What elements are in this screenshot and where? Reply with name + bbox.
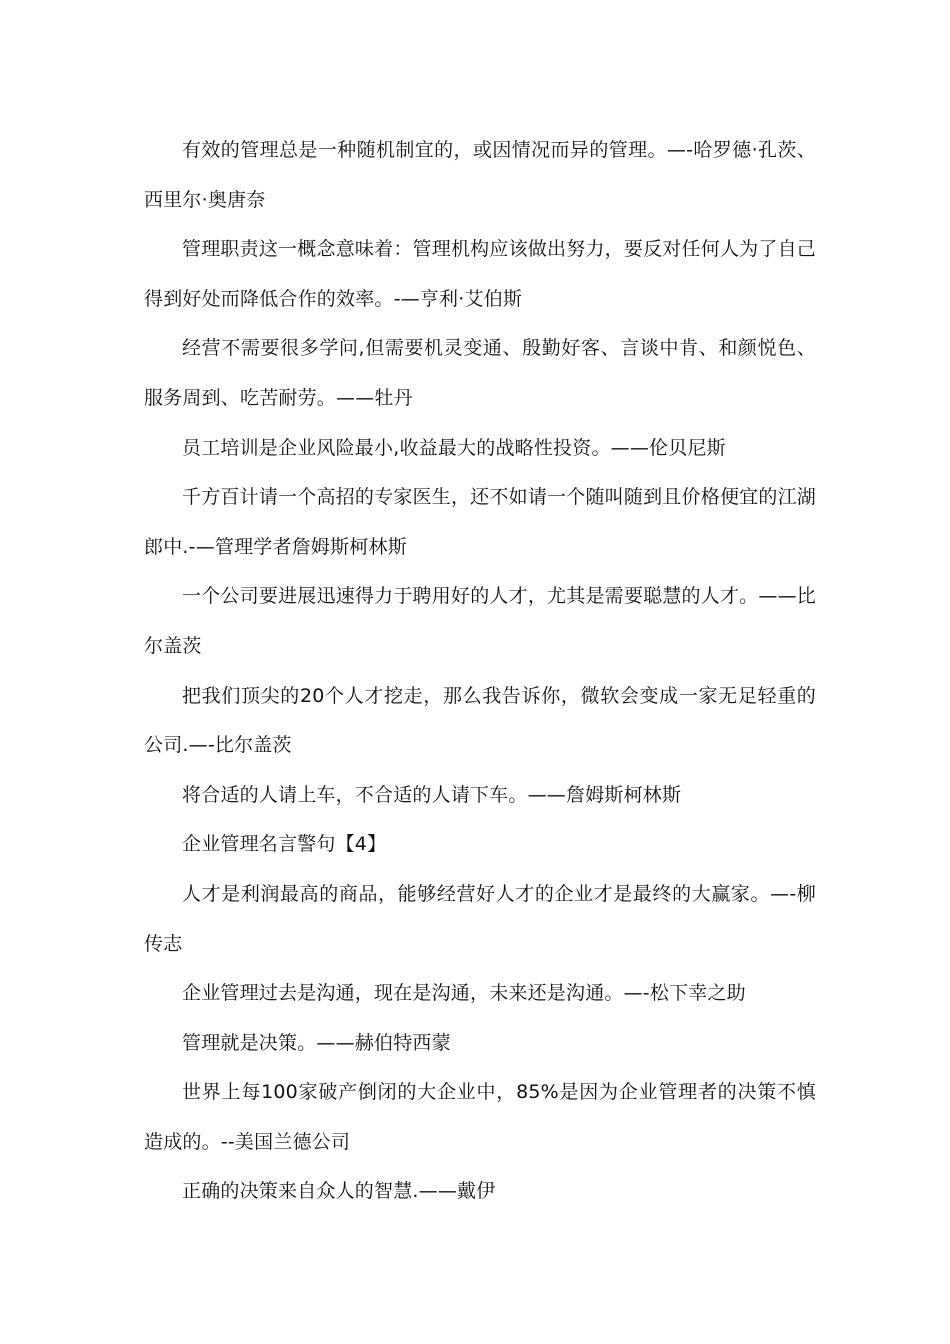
quote-paragraph: 有效的管理总是一种随机制宜的，或因情况而异的管理。—-哈罗德·孔茨、西里尔·奥唐奈 [144,139,816,211]
quote-paragraph: 千方百计请一个高招的专家医生，还不如请一个随叫随到且价格便宜的江湖郎中.-—管理学者詹姆斯柯林斯 [144,486,816,558]
quote-paragraph: 管理职责这一概念意味着：管理机构应该做出努力，要反对任何人为了自己得到好处而降低合作的效率。-—亨利·艾伯斯 [144,238,816,310]
quote-paragraph: 把我们顶尖的20个人才挖走，那么我告诉你，微软会变成一家无足轻重的公司.—-比尔盖茨 [144,684,816,757]
section-heading: 企业管理名言警句【4】 [182,833,387,856]
document-body [144,126,816,1217]
quote-paragraph: 正确的决策来自众人的智慧.——戴伊 [182,1180,496,1203]
quote-paragraph: 将合适的人请上车，不合适的人请下车。——詹姆斯柯林斯 [182,783,682,806]
quote-paragraph: 经营不需要很多学问,但需要机灵变通、殷勤好客、言谈中肯、和颜悦色、服务周到、吃苦耐劳。——牡丹 [144,337,816,409]
quote-paragraph: 员工培训是企业风险最小,收益最大的战略性投资。——伦贝尼斯 [182,436,726,459]
quote-paragraph: 世界上每100家破产倒闭的大企业中，85%是因为企业管理者的决策不慎造成的。--美国兰德公司 [144,1081,816,1153]
quote-paragraph: 人才是利润最高的商品，能够经营好人才的企业才是最终的大赢家。—-柳传志 [144,882,816,955]
quote-paragraph: 企业管理过去是沟通，现在是沟通，未来还是沟通。—-松下幸之助 [182,982,746,1005]
quote-paragraph: 一个公司要进展迅速得力于聘用好的人才，尤其是需要聪慧的人才。——比尔盖茨 [144,585,816,657]
quote-paragraph: 管理就是决策。——赫伯特西蒙 [182,1031,451,1054]
